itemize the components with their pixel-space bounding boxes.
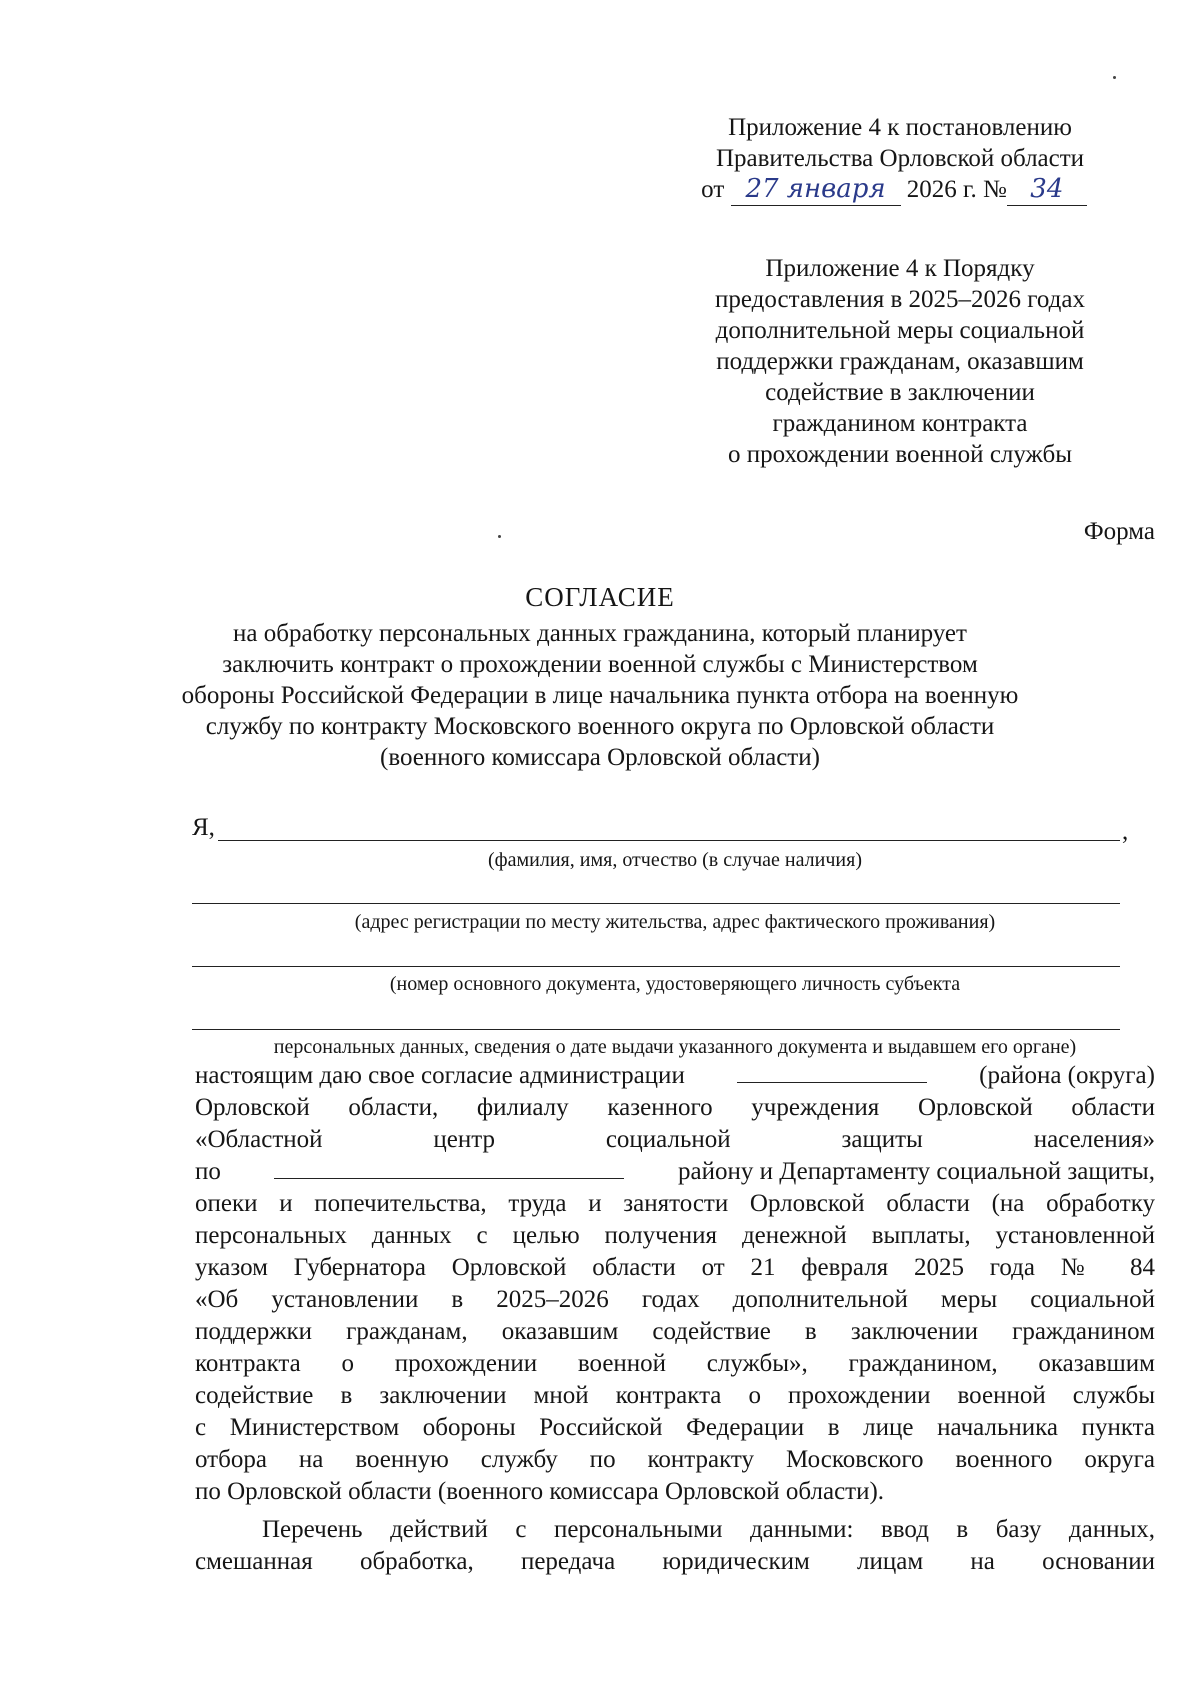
document-field-caption-1: (номер основного документа, удостоверяющего личность субъекта xyxy=(389,973,961,995)
address-field-line xyxy=(192,903,1120,904)
subtitle-line: службу по контракту Московского военного округа по Орловской области xyxy=(205,713,995,740)
district-blank xyxy=(737,1060,927,1083)
order-appendix-line: о прохождении военной службы xyxy=(727,441,1073,468)
order-appendix-header xyxy=(640,253,1160,470)
document-title: СОГЛАСИЕ xyxy=(525,582,675,612)
address-field-caption: (адрес регистрации по месту жительства, адрес фактического проживания) xyxy=(354,911,996,933)
consent-line-1-end: (района (округа) xyxy=(979,1062,1155,1089)
form-label: Форма xyxy=(1083,518,1155,545)
document-field-line-1 xyxy=(192,966,1120,967)
branch-district-blank xyxy=(274,1156,624,1179)
consent-word: центр xyxy=(433,1126,495,1153)
actions-word: юридическим xyxy=(662,1548,810,1575)
consent-line-4-end: району и Департаменту социальной защиты, xyxy=(678,1158,1155,1185)
resolution-number-handwritten: 34 xyxy=(1007,174,1087,206)
resolution-date-prefix: от xyxy=(701,176,725,203)
consent-line: опеки и попечительства, труда и занятости Орловской области (на обработку xyxy=(195,1190,1155,1217)
consent-line: контракта о прохождении военной службы», гражданином, оказавшим xyxy=(195,1350,1155,1377)
consent-line: содействие в заключении мной контракта о прохождении военной службы xyxy=(195,1382,1155,1409)
name-field-prefix: Я, xyxy=(192,814,215,841)
name-field-line xyxy=(218,840,1120,841)
consent-line: с Министерством обороны Российской Федерации в лице начальника пункта xyxy=(195,1414,1155,1441)
name-field-suffix: , xyxy=(1122,818,1129,845)
resolution-date-line xyxy=(628,174,1160,206)
actions-word: смешанная xyxy=(195,1548,313,1575)
actions-word: передача xyxy=(520,1548,616,1575)
order-appendix-line: содействие в заключении xyxy=(765,379,1035,406)
order-appendix-line: дополнительной меры социальной xyxy=(715,317,1085,344)
resolution-year: 2026 г. № xyxy=(906,176,1007,203)
consent-line-3 xyxy=(195,1124,1155,1155)
consent-word: социальной xyxy=(605,1126,731,1153)
consent-line: поддержки гражданам, оказавшим содействие в заключении гражданином xyxy=(195,1318,1155,1345)
actions-word: лицам xyxy=(857,1548,924,1575)
consent-word: населения» xyxy=(1033,1126,1155,1153)
consent-word: «Областной xyxy=(195,1126,323,1153)
consent-line-last: по Орловской области (военного комиссара Орловской области). xyxy=(195,1478,885,1505)
actions-word: на xyxy=(970,1548,995,1575)
subtitle-line: (военного комиссара Орловской области) xyxy=(380,744,820,771)
subtitle-line: обороны Российской Федерации в лице начальника пункта отбора на военную xyxy=(181,682,1019,709)
subtitle-line: заключить контракт о прохождении военной службы с Министерством xyxy=(222,651,978,678)
order-appendix-line: предоставления в 2025–2026 годах xyxy=(715,286,1085,313)
consent-line-1 xyxy=(195,1060,1155,1091)
actions-line-1: Перечень действий с персональными данными: ввод в базу данных, xyxy=(262,1516,1155,1543)
actions-line-2 xyxy=(195,1546,1155,1577)
order-appendix-line: Приложение 4 к Порядку xyxy=(765,255,1035,282)
actions-word: обработка, xyxy=(359,1548,474,1575)
resolution-appendix-header xyxy=(640,112,1160,206)
consent-line: отбора на военную службу по контракту Московского военного округа xyxy=(195,1446,1155,1473)
actions-word: основании xyxy=(1042,1548,1155,1575)
scan-speck xyxy=(498,535,501,538)
document-field-caption-2: персональных данных, сведения о дате выдачи указанного документа и выдавшем его органе) xyxy=(273,1036,1077,1058)
consent-line-1-text: настоящим даю свое согласие администрации xyxy=(195,1062,685,1089)
consent-line: «Об установлении в 2025–2026 годах дополнительной меры социальной xyxy=(195,1286,1155,1313)
order-appendix-line: поддержки гражданам, оказавшим xyxy=(716,348,1084,375)
resolution-date-handwritten: 27 января xyxy=(731,174,901,206)
resolution-line-1: Приложение 4 к постановлению xyxy=(728,114,1072,141)
consent-line-2: Орловской области, филиалу казенного учреждения Орловской области xyxy=(195,1094,1155,1121)
consent-line: персональных данных с целью получения денежной выплаты, установленной xyxy=(195,1222,1155,1249)
resolution-line-2: Правительства Орловской области xyxy=(715,145,1085,172)
order-appendix-line: гражданином контракта xyxy=(772,410,1028,437)
consent-line-4 xyxy=(195,1156,1155,1187)
consent-word: защиты xyxy=(841,1126,923,1153)
subtitle-line: на обработку персональных данных гражданина, который планирует xyxy=(233,620,967,647)
consent-line-4-prefix: по xyxy=(195,1158,221,1185)
document-subtitle xyxy=(150,618,1050,773)
scan-speck xyxy=(1113,76,1116,79)
consent-line: указом Губернатора Орловской области от 21 февраля 2025 года № 84 xyxy=(195,1254,1155,1281)
name-field-caption: (фамилия, имя, отчество (в случае наличия) xyxy=(488,849,862,871)
document-field-line-2 xyxy=(192,1029,1120,1030)
